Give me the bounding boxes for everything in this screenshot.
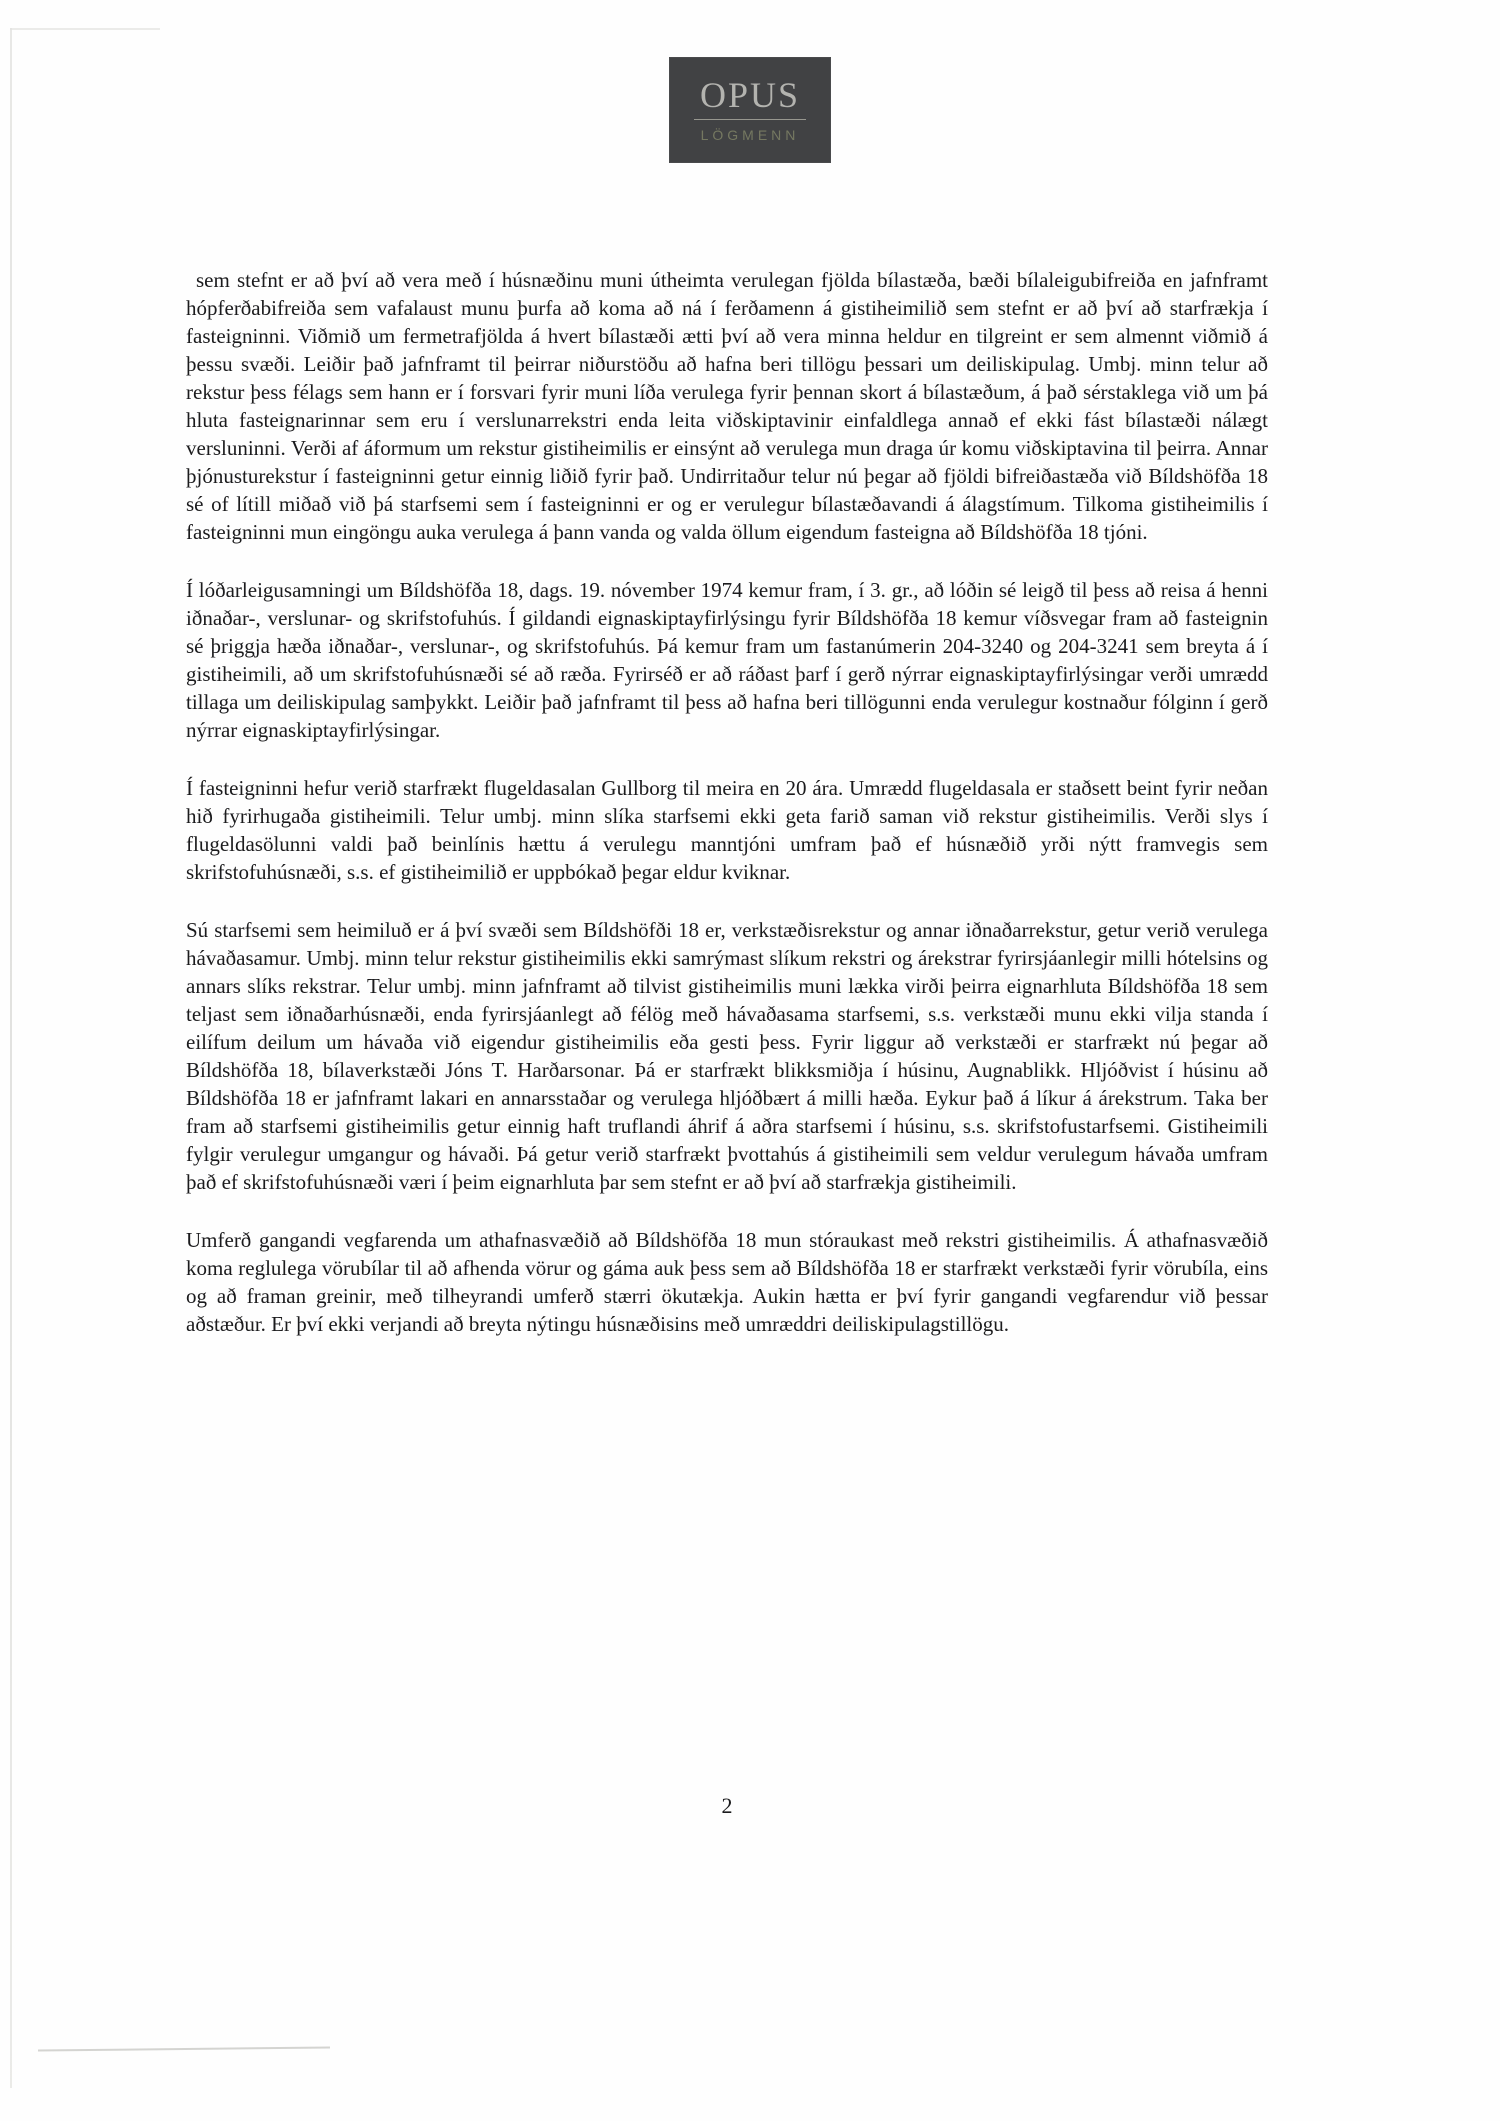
opus-logmenn-logo [669, 57, 831, 163]
body-paragraph: Í lóðarleigusamningi um Bíldshöfða 18, dags. 19. nóvember 1974 kemur fram, í 3. gr., að lóðin sé leigð til þess að reisa á henni iðnaðar-, verslunar- og skrifstofuhús. Í gildandi eignaskiptayfirlýsingu fyrir Bíldshöfða 18 kemur víðsvegar fram að fasteignin sé þriggja hæða iðnaðar-, verslunar-, og skrifstofuhús. Þá kemur fram um fastanúmerin 204-3240 og 204-3241 sem breyta á í gistiheimili, að um skrifstofuhúsnæði sé að ræða. Fyrirséð er að ráðast þarf í gerð nýrrar eignaskiptayfirlýsingar verði umrædd tillaga um deiliskipulag samþykkt. Leiðir það jafnframt til þess að hafna beri tillögunni enda verulegur kostnaður fólginn í gerð nýrrar eignaskiptayfirlýsingar. [186, 578, 1268, 742]
body-paragraph: Umferð gangandi vegfarenda um athafnasvæðið að Bíldshöfða 18 mun stóraukast með rekstri gistiheimilis. Á athafnasvæðið koma reglulega vörubílar til að afhenda vörur og gáma auk þess sem að Bíldshöfða 18 er starfrækt verkstæði fyrir vörubíla, eins og að framan greinir, með tilheyrandi umferð stærri ökutækja. Aukin hætta er því fyrir gangandi vegfarendur við þessar aðstæður. Er því ekki verjandi að breyta nýtingu húsnæðisins með umræddri deiliskipulagstillögu. [186, 1228, 1268, 1336]
scan-edge-artifact [10, 28, 12, 2088]
body-paragraph: Í fasteigninni hefur verið starfrækt flugeldasalan Gullborg til meira en 20 ára. Umrædd flugeldasala er staðsett beint fyrir neðan hið fyrirhugaða gistiheimili. Telur umbj. minn slíka starfsemi ekki geta farið saman við rekstur gistiheimilis. Verði slys í flugeldasölunni valdi það beinlínis hættu á verulegu manntjóni umfram það ef húsnæðið yrði nýtt framvegis sem skrifstofuhúsnæði, s.s. ef gistiheimilið er uppbókað þegar eldur kviknar. [186, 776, 1268, 884]
scan-artifact-line [38, 2046, 330, 2051]
document-body [186, 266, 1268, 1368]
page-number: 2 [721, 1793, 733, 1818]
logo-name: OPUS [694, 77, 806, 120]
body-paragraph: Sú starfsemi sem heimiluð er á því svæði sem Bíldshöfði 18 er, verkstæðisrekstur og annar iðnaðarrekstur, getur verið verulega hávaðasamur. Umbj. minn telur rekstur gistiheimilis ekki samrýmast slíkum rekstri og árekstrar fyrirsjáanlegir milli hótelsins og annars slíks rekstrar. Telur umbj. minn jafnframt að tilvist gistiheimilis muni lækka virði þeirra eignarhluta Bíldshöfða 18 sem teljast sem iðnaðarhúsnæði, enda fyrirsjáanlegt að félög með hávaðasama starfsemi, s.s. verkstæði munu ekki vilja standa í eilífum deilum um hávaða við eigendur gistiheimilis eða gesti þess. Fyrir liggur að verkstæði er starfrækt nú þegar að Bíldshöfða 18, bílaverkstæði Jóns T. Harðarsonar. Þá er starfrækt blikksmiðja í húsinu, Augnablikk. Hljóðvist í húsinu að Bíldshöfða 18 er jafnframt lakari en annarsstaðar og verulega hljóðbært á milli hæða. Eykur það á líkur á árekstrum. Taka ber fram að starfsemi gistiheimilis getur einnig haft truflandi áhrif á aðra starfsemi í húsinu, s.s. skrifstofustarfsemi. Gistiheimili fylgir verulegur umgangur og hávaði. Þá getur verið starfrækt þvottahús á gistiheimili sem veldur verulegum hávaða umfram það ef skrifstofuhúsnæði væri í þeim eignarhluta þar sem stefnt er að því að starfrækja gistiheimili. [186, 918, 1268, 1194]
body-paragraph: sem stefnt er að því að vera með í húsnæðinu muni útheimta verulegan fjölda bílastæða, bæði bílaleigubifreiða en jafnframt hópferðabifreiða sem vafalaust munu þurfa að koma að ná í ferðamenn á gistiheimilið sem stefnt er að því að starfrækja í fasteigninni. Viðmið um fermetrafjölda á hvert bílastæði ætti því að vera minna heldur en tilgreint er sem almennt viðmið á þessu svæði. Leiðir það jafnframt til þeirrar niðurstöðu að hafna beri tillögu þessari um deiliskipulag. Umbj. minn telur að rekstur þess félags sem hann er í forsvari fyrir muni líða verulega fyrir þennan skort á bílastæðum, á það sérstaklega við um þá hluta fasteignarinnar sem eru í verslunarrekstri enda leita viðskiptavinir einfaldlega annað ef ekki fást bílastæði nálægt versluninni. Verði af áformum um rekstur gistiheimilis er einsýnt að verulega mun draga úr komu viðskiptavina til þeirra. Annar þjónusturekstur í fasteigninni getur einnig liðið fyrir það. Undirritaður telur nú þegar að fjöldi bifreiðastæða við Bíldshöfða 18 sé of lítill miðað við þá starfsemi sem í fasteigninni er og er verulegur bílastæðavandi á álagstímum. Tilkoma gistiheimilis í fasteigninni mun eingöngu auka verulega á þann vanda og valda öllum eigendum fasteigna að Bíldshöfða 18 tjóni. [186, 268, 1268, 544]
scan-edge-artifact-top [10, 28, 160, 30]
logo-subtitle: LÖGMENN [700, 127, 800, 143]
